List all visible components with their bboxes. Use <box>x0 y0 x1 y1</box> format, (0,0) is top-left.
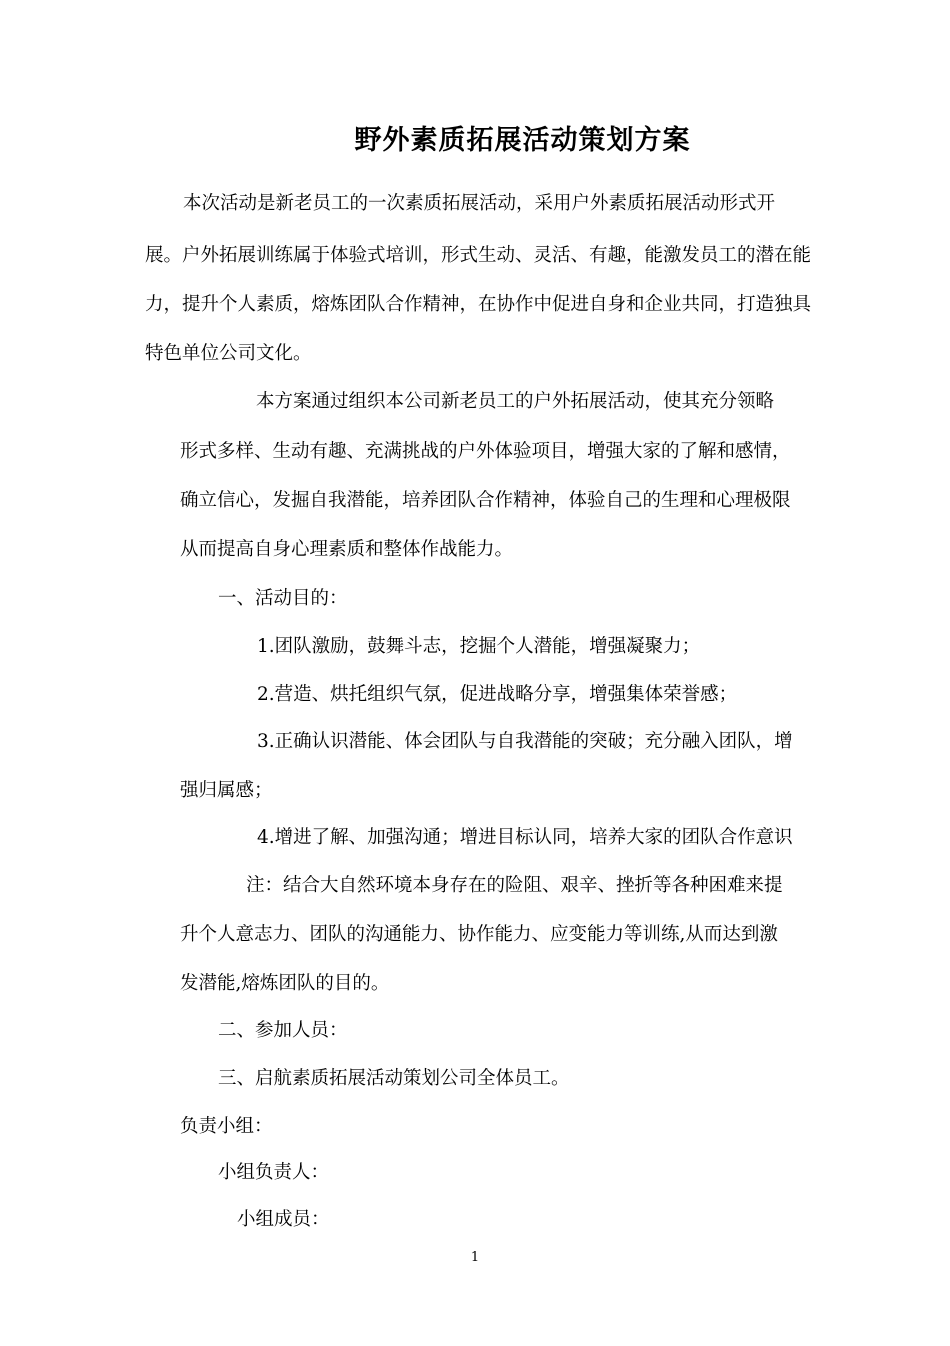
goal-3-line-2: 强归属感； <box>180 780 273 801</box>
group-members: 小组成员： <box>237 1209 330 1230</box>
group-label: 负责小组： <box>180 1116 273 1137</box>
note-line-1: 注：结合大自然环境本身存在的险阻、艰辛、挫折等各种困难来提 <box>246 875 783 896</box>
page-number: 1 <box>470 1250 480 1265</box>
note-line-3: 发潜能,熔炼团队的目的。 <box>180 973 390 994</box>
plan-line-4: 从而提高自身心理素质和整体作战能力。 <box>180 539 514 560</box>
section-3-heading: 三、启航素质拓展活动策划公司全体员工。 <box>218 1068 570 1089</box>
goal-4: 4.增进了解、加强沟通；增进目标认同，培养大家的团队合作意识 <box>257 827 793 848</box>
intro-line-4: 特色单位公司文化。 <box>145 343 312 364</box>
note-line-2: 升个人意志力、团队的沟通能力、协作能力、应变能力等训练,从而达到激 <box>180 924 778 945</box>
plan-line-2: 形式多样、生动有趣、充满挑战的户外体验项目，增强大家的了解和感情， <box>180 441 791 462</box>
group-leader: 小组负责人： <box>218 1162 330 1183</box>
intro-line-2: 展。户外拓展训练属于体验式培训，形式生动、灵活、有趣，能激发员工的潜在能 <box>145 245 812 266</box>
goal-1: 1.团队激励，鼓舞斗志，挖掘个人潜能，增强凝聚力； <box>257 636 701 657</box>
section-2-heading: 二、参加人员： <box>218 1020 348 1041</box>
goal-2: 2.营造、烘托组织气氛，促进战略分享，增强集体荣誉感； <box>257 684 738 705</box>
intro-line-3: 力，提升个人素质，熔炼团队合作精神，在协作中促进自身和企业共同，打造独具 <box>145 294 812 315</box>
intro-line-1: 本次活动是新老员工的一次素质拓展活动，采用户外素质拓展活动形式开 <box>183 193 776 214</box>
goal-3-line-1: 3.正确认识潜能、体会团队与自我潜能的突破；充分融入团队，增 <box>257 731 793 752</box>
plan-line-1: 本方案通过组织本公司新老员工的户外拓展活动，使其充分领略 <box>256 391 775 412</box>
section-1-heading: 一、活动目的： <box>218 588 348 609</box>
plan-line-3: 确立信心，发掘自我潜能，培养团队合作精神，体验自己的生理和心理极限 <box>180 490 791 511</box>
page-title: 野外素质拓展活动策划方案 <box>354 125 691 156</box>
